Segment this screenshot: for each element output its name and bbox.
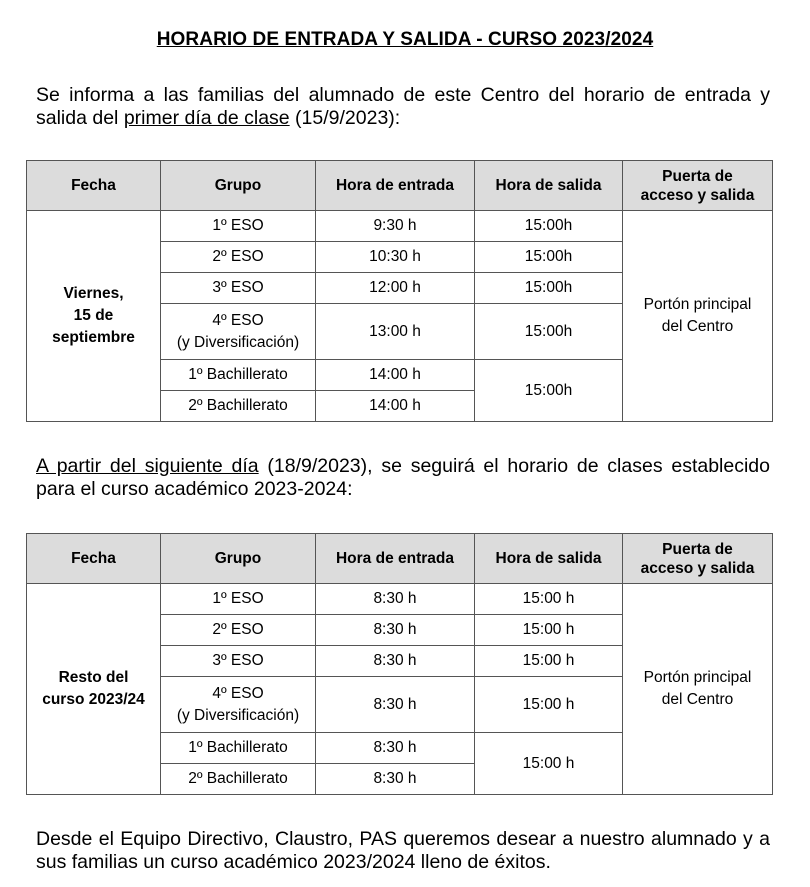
intro-date: (15/9/2023):: [289, 107, 401, 129]
middle-paragraph: [36, 455, 770, 501]
grupo-cell: 3º ESO: [161, 646, 316, 677]
header-entrada: Hora de entrada: [316, 534, 475, 584]
header-entrada: Hora de entrada: [316, 161, 475, 211]
door-l2: del Centro: [661, 318, 734, 335]
fecha-l1: Resto del: [58, 669, 129, 686]
salida-cell: 15:00 h: [475, 584, 623, 615]
grupo-cell: 1º ESO: [161, 211, 316, 242]
header-salida: Hora de salida: [475, 161, 623, 211]
grupo-cell: [161, 304, 316, 360]
entrada-cell: 10:30 h: [316, 242, 475, 273]
header-puerta: [623, 161, 773, 211]
salida-cell: 15:00 h: [475, 733, 623, 795]
salida-cell: 15:00h: [475, 273, 623, 304]
table-row: [27, 211, 773, 242]
door-l1: Portón principal: [643, 669, 752, 686]
grupo-cell: 2º ESO: [161, 242, 316, 273]
intro-underlined: primer día de clase: [123, 107, 290, 129]
entrada-cell: 14:00 h: [316, 360, 475, 391]
salida-cell: 15:00h: [475, 242, 623, 273]
salida-cell: 15:00 h: [475, 615, 623, 646]
grupo-cell: 2º ESO: [161, 615, 316, 646]
entrada-cell: 8:30 h: [316, 733, 475, 764]
grupo-l1: 4º ESO: [212, 311, 264, 329]
header-fecha: Fecha: [27, 534, 161, 584]
table-row: [27, 584, 773, 615]
entrada-cell: 8:30 h: [316, 584, 475, 615]
entrada-cell: 8:30 h: [316, 646, 475, 677]
header-puerta-l1: Puerta de: [662, 540, 733, 558]
grupo-cell: [161, 677, 316, 733]
closing-paragraph: Desde el Equipo Directivo, Claustro, PAS queremos desear a nuestro alumnado y a sus familias un curso académico 2023/2024 lleno de éxitos.: [36, 828, 770, 873]
intro-text: Se informa a las familias del alumnado de este Centro del horario de entrada y salida del: [36, 84, 770, 129]
fecha-cell: [27, 584, 161, 795]
page-title: HORARIO DE ENTRADA Y SALIDA - CURSO 2023/2024: [156, 29, 654, 50]
header-puerta-l2: acceso y salida: [640, 186, 755, 204]
fecha-l1: Viernes,: [63, 285, 124, 302]
first-day-schedule-table: [26, 160, 773, 422]
header-grupo: Grupo: [161, 161, 316, 211]
salida-cell: 15:00h: [475, 360, 623, 422]
fecha-l2: curso 2023/24: [42, 691, 145, 708]
grupo-l1: 4º ESO: [212, 684, 264, 702]
entrada-cell: 12:00 h: [316, 273, 475, 304]
header-salida: Hora de salida: [475, 534, 623, 584]
fecha-l3: septiembre: [52, 329, 135, 346]
grupo-cell: 3º ESO: [161, 273, 316, 304]
entrada-cell: 9:30 h: [316, 211, 475, 242]
door-l1: Portón principal: [643, 296, 752, 313]
header-puerta-l2: acceso y salida: [640, 559, 755, 577]
grupo-cell: 1º Bachillerato: [161, 360, 316, 391]
rest-of-course-schedule-table: [26, 533, 773, 795]
entrada-cell: 8:30 h: [316, 677, 475, 733]
salida-cell: 15:00 h: [475, 646, 623, 677]
entrada-cell: 8:30 h: [316, 764, 475, 795]
grupo-cell: 1º Bachillerato: [161, 733, 316, 764]
fecha-cell: [27, 211, 161, 422]
header-puerta: [623, 534, 773, 584]
salida-cell: 15:00h: [475, 304, 623, 360]
salida-cell: 15:00 h: [475, 677, 623, 733]
header-fecha: Fecha: [27, 161, 161, 211]
intro-paragraph: [36, 84, 770, 130]
middle-underlined: A partir del siguiente día: [36, 455, 259, 477]
grupo-cell: 2º Bachillerato: [161, 764, 316, 795]
entrada-cell: 14:00 h: [316, 391, 475, 422]
entrada-cell: 8:30 h: [316, 615, 475, 646]
header-grupo: Grupo: [161, 534, 316, 584]
grupo-cell: 1º ESO: [161, 584, 316, 615]
grupo-l2: (y Diversificación): [176, 333, 300, 351]
door-cell: [623, 211, 773, 422]
middle-text: (18/9/2023), se seguirá el horario de clases establecido para el curso académico 2023-2024:: [36, 455, 771, 500]
grupo-l2: (y Diversificación): [176, 706, 300, 724]
grupo-cell: 2º Bachillerato: [161, 391, 316, 422]
entrada-cell: 13:00 h: [316, 304, 475, 360]
table-header-row: [27, 534, 773, 584]
door-l2: del Centro: [661, 691, 734, 708]
fecha-l2: 15 de: [73, 307, 114, 324]
salida-cell: 15:00h: [475, 211, 623, 242]
header-puerta-l1: Puerta de: [662, 167, 733, 185]
door-cell: [623, 584, 773, 795]
table-header-row: [27, 161, 773, 211]
